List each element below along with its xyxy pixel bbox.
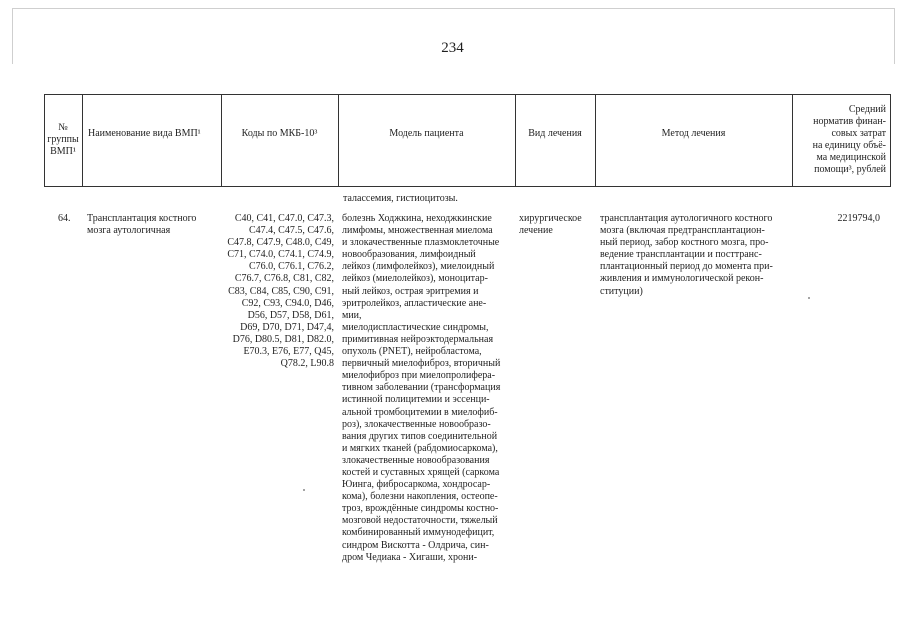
row-treatment-type: хирургическое лечение <box>519 213 582 237</box>
header-icd-codes: Коды по МКБ-10³ <box>241 128 318 139</box>
header-treatment-type: Вид лечения <box>528 128 582 139</box>
continuation-line: талассемия, гистиоцитозы. <box>343 193 458 204</box>
scan-speck <box>808 297 810 299</box>
row-patient-model: болезнь Ходжкина, неходжкинские лимфомы, множественная миелома и злокачественные плазмоклеточные новообразования, лимфоидный лейкоз (лимфолейкоз), миелоидный лейкоз (миелолейкоз), моноцитар- ный лейкоз, острая эритремия и эритролейкоз, апластические ане- мии, миелодиспластические синдромы, примитивная нейроэктодермальная опухоль (PNET), нейробластома, первичный миелофиброз, вторичный миелофиброз при миелопролифера- тивном заболевании (трансформация истинной полицитемии и эссенци- альной тромбоцитемии в миелофиб- роз), злокачественные новообразо- вания других типов соединительной и мягких тканей (рабдомиосаркома), злокачественные новообразования костей и суставных хрящей (саркома Юинга, фибросаркома, хондросар- кома), болезни накопления, остеопе- троз, врождённые синдромы костно- мозговой недостаточности, тяжелый комбинированный иммунодефицит, синдром Вискотта - Олдрича, син- дром Чедиака - Хигаши, хрони- <box>342 213 501 563</box>
scan-speck <box>303 489 305 491</box>
header-group-number: № группы ВМП¹ <box>47 122 79 157</box>
row-average-cost: 2219794,0 <box>837 213 880 224</box>
row-treatment-method: трансплантация аутологичного костного мозга (включая предтрансплантацион- ный период, забор костного мозга, про- ведение трансплантации и посттранс- плантационный период до момента при- живления и иммунологической рекон- ституции) <box>600 213 773 297</box>
header-vmp-name: Наименование вида ВМП¹ <box>88 128 201 139</box>
row-icd-codes: C40, C41, C47.0, C47.3, C47.4, C47.5, C47.6, C47.8, C47.9, C48.0, C49, C71, C74.0, C74.1, C74.9, C76.0, C76.1, C76.2, C76.7, C76.8, C81, C82, C83, C84, C85, C90, C91, C92, C93, C94.0, D46, D56, D57, D58, D61, D69, D70, D71, D47,4, D76, D80.5, D81, D82.0, E70.3, E76, E77, Q45, Q78.2, L90.8 <box>227 213 334 370</box>
column-divider <box>890 94 891 186</box>
row-group-number: 64. <box>58 213 71 224</box>
column-divider <box>82 94 83 186</box>
header-treatment-method: Метод лечения <box>661 128 726 139</box>
row-vmp-name: Трансплантация костного мозга аутологичная <box>87 213 197 237</box>
header-average-cost: Средний норматив финан- совых затрат на единицу объё- ма медицинской помощи³, рублей <box>812 104 886 175</box>
scan-edge-top <box>12 8 895 9</box>
header-patient-model: Модель пациента <box>389 128 464 139</box>
header-bottom-rule <box>44 186 891 187</box>
page-number: 234 <box>441 40 464 56</box>
